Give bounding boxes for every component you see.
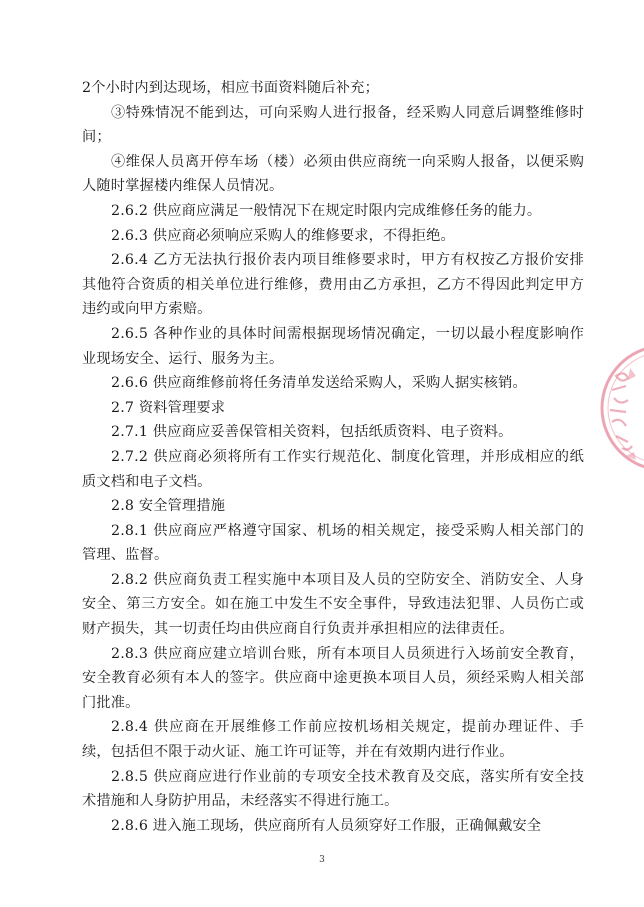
paragraph: ④维保人员离开停车场（楼）必须由供应商统一向采购人报备，以便采购人随时掌握楼内维保人员情况。 xyxy=(82,153,584,195)
paragraph: 2.8.4 供应商在开展维修工作前应按机场相关规定，提前办理证件、手续，包括但不限于动火证、施工许可证等，并在有效期内进行作业。 xyxy=(82,719,584,761)
paragraph: 2.6.6 供应商维修前将任务清单发送给采购人，采购人据实核销。 xyxy=(111,375,527,392)
paragraph: 2.8.6 进入施工现场，供应商所有人员须穿好工作服，正确佩戴安全 xyxy=(111,817,542,834)
paragraph: 2.7 资料管理要求 xyxy=(111,399,226,416)
paragraph: 2.6.3 供应商必须响应采购人的维修要求，不得拒绝。 xyxy=(111,227,455,244)
paragraph: 2.6.4 乙方无法执行报价表内项目维修要求时，甲方有权按乙方报价安排其他符合资质的相关单位进行维修，费用由乙方承担，乙方不得因此判定甲方违约或向甲方索赔。 xyxy=(82,252,584,318)
page-number: 3 xyxy=(319,855,325,865)
partial-red-seal-icon xyxy=(582,338,644,478)
paragraph: ③特殊情况不能到达，可向采购人进行报备，经采购人同意后调整维修时间； xyxy=(82,104,584,146)
paragraph: 2.8.3 供应商应建立培训台账，所有本项目人员须进行入场前安全教育，安全教育必须有本人的签字。供应商中途更换本项目人员，须经采购人相关部门批准。 xyxy=(82,645,584,711)
paragraph: 2.8 安全管理措施 xyxy=(111,498,226,515)
paragraph: 2.7.2 供应商必须将所有工作实行规范化、制度化管理，并形成相应的纸质文档和电子文档。 xyxy=(82,448,584,490)
paragraph: 2个小时内到达现场，相应书面资料随后补充； xyxy=(82,80,379,96)
body-text xyxy=(82,76,584,838)
paragraph: 2.8.2 供应商负责工程实施中本项目及人员的空防安全、消防安全、人身安全、第三方安全。如在施工中发生不安全事件，导致违法犯罪、人员伤亡或财产损失，其一切责任均由供应商自行负责并承担相应的法律责任。 xyxy=(82,571,584,638)
paragraph: 2.7.1 供应商应妥善保管相关资料，包括纸质资料、电子资料。 xyxy=(111,424,513,441)
paragraph: 2.6.5 各种作业的具体时间需根据现场情况确定，一切以最小程度影响作业现场安全、运行、服务为主。 xyxy=(82,325,584,367)
paragraph: 2.8.5 供应商应进行作业前的专项安全技术教育及交底，落实所有安全技术措施和人身防护用品，未经落实不得进行施工。 xyxy=(82,768,584,810)
paragraph: 2.6.2 供应商应满足一般情况下在规定时限内完成维修任务的能力。 xyxy=(111,202,542,219)
paragraph: 2.8.1 供应商应严格遵守国家、机场的相关规定，接受采购人相关部门的管理、监督。 xyxy=(82,522,584,564)
